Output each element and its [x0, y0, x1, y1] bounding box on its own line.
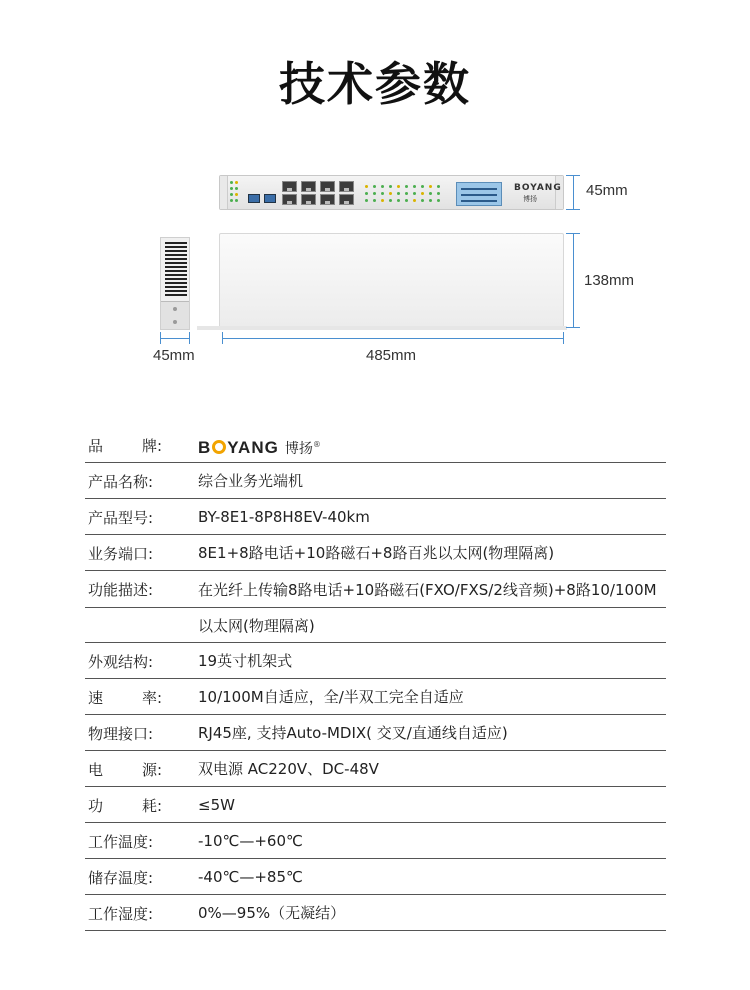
indicator-led — [405, 192, 408, 195]
indicator-led — [413, 185, 416, 188]
spec-key — [88, 435, 180, 456]
dim-tick — [222, 332, 223, 344]
indicator-led — [397, 185, 400, 188]
spec-row-rate — [85, 679, 666, 715]
indicator-led — [437, 185, 440, 188]
port-led-grid — [365, 185, 447, 207]
dim-tick — [566, 233, 580, 234]
indicator-led — [421, 192, 424, 195]
spec-value: 19英寸机架式 — [198, 652, 293, 670]
dim-label-depth: 138mm — [584, 272, 635, 289]
spec-key-char: 耗: — [141, 797, 162, 815]
spec-row-consumption — [85, 787, 666, 823]
spec-row-function — [85, 571, 666, 643]
spec-key-char: 功 — [88, 797, 104, 815]
spec-value: 0%—95%（无凝结） — [198, 904, 346, 922]
spec-key-char: 电 — [88, 761, 104, 779]
spec-value: RJ45座, 支持Auto-MDIX( 交叉/直通线自适应) — [198, 724, 508, 742]
indicator-led — [429, 185, 432, 188]
spec-key: 功能描述: — [88, 581, 154, 599]
dim-line-depth — [573, 233, 574, 328]
row-divider — [85, 607, 666, 608]
status-leds — [230, 181, 244, 207]
spec-key: 外观结构: — [88, 653, 154, 671]
front-label-plate — [456, 182, 502, 206]
spec-key-char: 牌: — [141, 437, 162, 455]
indicator-led — [421, 199, 424, 202]
dim-line-front-height — [573, 175, 574, 209]
spec-row-product-name — [85, 463, 666, 499]
dim-tick — [160, 332, 161, 344]
spec-key: 工作温度: — [88, 833, 154, 851]
spec-value: -40℃—+85℃ — [198, 868, 303, 886]
spec-key: 产品名称: — [88, 473, 154, 491]
spec-key-char: 源: — [141, 761, 162, 779]
indicator-led — [413, 199, 416, 202]
mount-bracket — [161, 301, 189, 329]
indicator-led — [437, 199, 440, 202]
indicator-led — [389, 199, 392, 202]
dim-line-side-width — [160, 338, 190, 339]
dim-tick — [566, 327, 580, 328]
indicator-led — [381, 199, 384, 202]
brand-logo-text: YANG — [227, 438, 279, 457]
spec-table — [85, 427, 666, 931]
indicator-led — [437, 192, 440, 195]
brand-logo — [198, 435, 668, 459]
brand-logo-letter: B — [198, 438, 212, 457]
spec-key — [88, 759, 180, 780]
indicator-led — [365, 185, 368, 188]
indicator-led — [381, 185, 384, 188]
spec-row-ports — [85, 535, 666, 571]
spec-key: 物理接口: — [88, 725, 154, 743]
device-front-panel — [219, 175, 564, 210]
spec-row-operating-temp — [85, 823, 666, 859]
spec-value-continued: 以太网(物理隔离) — [198, 617, 315, 635]
spec-row-humidity — [85, 895, 666, 931]
dim-label-side-width: 45mm — [153, 347, 195, 364]
brand-logo-cn: 博扬 — [284, 441, 313, 457]
spec-value: 双电源 AC220V、DC-48V — [198, 760, 379, 778]
indicator-led — [429, 192, 432, 195]
indicator-led — [389, 185, 392, 188]
page-title: 技术参数 — [279, 57, 471, 111]
spec-value: 在光纤上传输8路电话+10路磁石(FXO/FXS/2线音频)+8路10/100M — [198, 581, 657, 599]
spec-value: 综合业务光端机 — [198, 472, 304, 490]
indicator-led — [389, 192, 392, 195]
device-top-view — [219, 233, 564, 328]
spec-key: 工作湿度: — [88, 905, 154, 923]
indicator-led — [413, 192, 416, 195]
fiber-port — [264, 194, 276, 203]
spec-value: 8E1+8路电话+10路磁石+8路百兆以太网(物理隔离) — [198, 544, 555, 562]
front-logo: BOYANG — [514, 183, 562, 193]
dim-tick — [563, 332, 564, 344]
spec-value: BY-8E1-8P8H8EV-40km — [198, 508, 370, 526]
dim-tick — [566, 175, 580, 176]
indicator-led — [373, 199, 376, 202]
indicator-led — [373, 192, 376, 195]
device-shadow — [197, 326, 567, 330]
vent-grille — [165, 242, 187, 297]
rj45-ports — [282, 179, 358, 207]
indicator-led — [429, 199, 432, 202]
indicator-led — [421, 185, 424, 188]
spec-key-char: 速 — [88, 689, 104, 707]
spec-row-storage-temp — [85, 859, 666, 895]
spec-value: -10℃—+60℃ — [198, 832, 303, 850]
indicator-led — [365, 192, 368, 195]
indicator-led — [397, 192, 400, 195]
spec-key: 业务端口: — [88, 545, 154, 563]
spec-key-char: 率: — [141, 689, 162, 707]
spec-value: 10/100M自适应，全/半双工完全自适应 — [198, 688, 464, 706]
spec-key: 储存温度: — [88, 869, 154, 887]
indicator-led — [373, 185, 376, 188]
spec-key-char: 品 — [88, 437, 104, 455]
indicator-led — [381, 192, 384, 195]
indicator-led — [405, 185, 408, 188]
indicator-led — [365, 199, 368, 202]
spec-key — [88, 687, 180, 708]
brand-logo-o-icon — [212, 440, 226, 454]
spec-row-structure — [85, 643, 666, 679]
indicator-led — [397, 199, 400, 202]
registered-mark: ® — [312, 440, 321, 449]
dim-line-width — [222, 338, 564, 339]
device-side-view — [160, 237, 190, 330]
fiber-port — [248, 194, 260, 203]
dim-tick — [189, 332, 190, 344]
spec-row-interface — [85, 715, 666, 751]
spec-key — [88, 795, 180, 816]
spec-row-model — [85, 499, 666, 535]
spec-value: ≤5W — [198, 796, 235, 814]
spec-key: 产品型号: — [88, 509, 154, 527]
rack-ear-left — [220, 176, 228, 209]
dim-tick — [566, 209, 580, 210]
dim-label-front-height: 45mm — [586, 182, 628, 199]
front-logo-cn: 博扬 — [523, 195, 537, 203]
spec-row-brand — [85, 427, 666, 463]
indicator-led — [405, 199, 408, 202]
dim-label-width: 485mm — [366, 347, 417, 364]
spec-row-power — [85, 751, 666, 787]
